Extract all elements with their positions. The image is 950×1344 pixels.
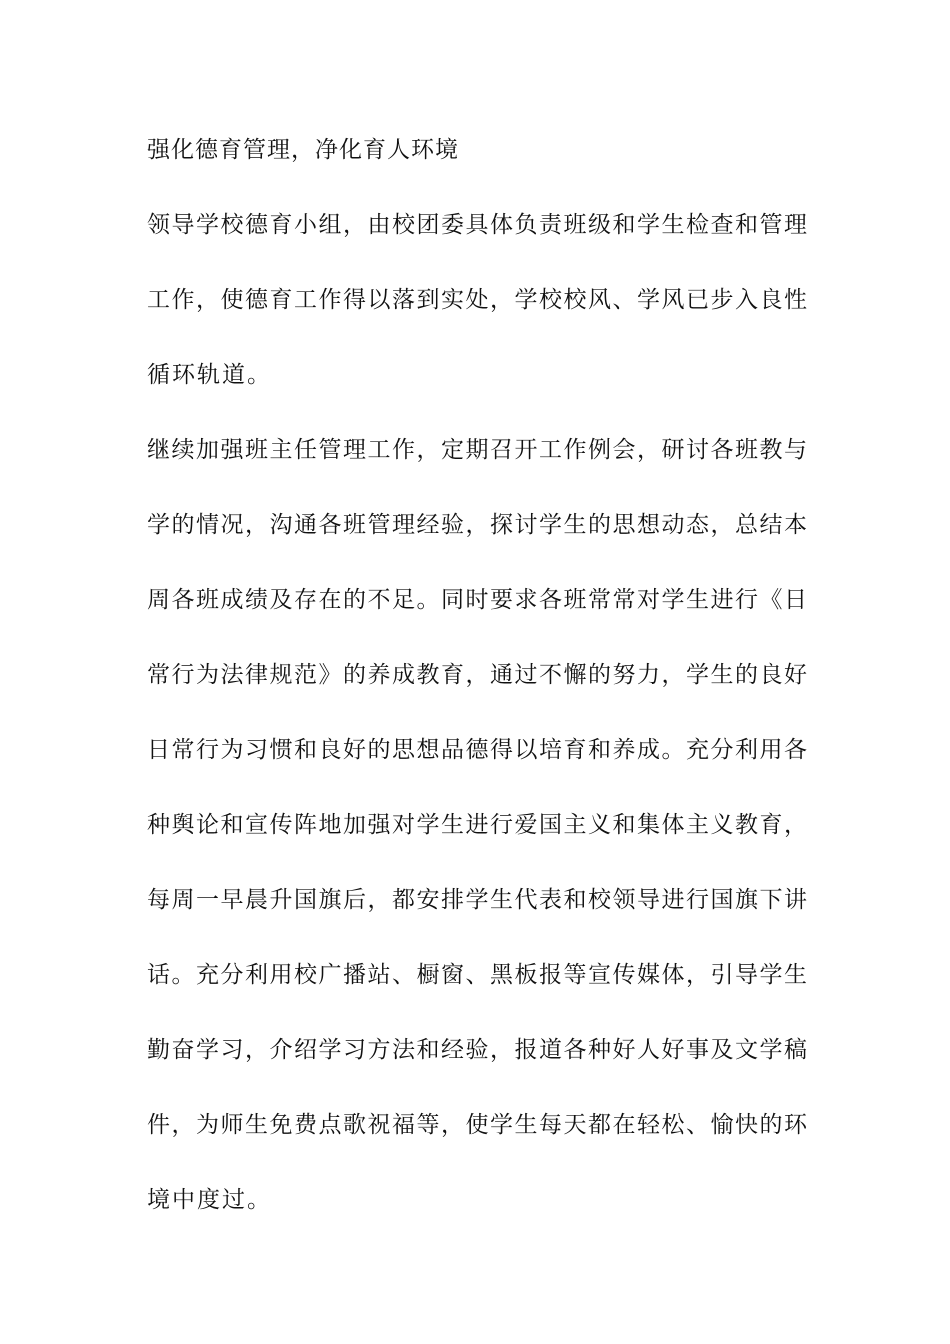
paragraph-line: 循环轨道。 xyxy=(147,362,272,388)
paragraph-line: 学的情况，沟通各班管理经验，探讨学生的思想动态，总结本 xyxy=(147,512,807,538)
paragraph-line: 领导学校德育小组，由校团委具体负责班级和学生检查和管理 xyxy=(147,212,807,238)
paragraph-line: 件，为师生免费点歌祝福等，使学生每天都在轻松、愉快的环 xyxy=(147,1112,807,1138)
paragraph-line: 勤奋学习，介绍学习方法和经验，报道各种好人好事及文学稿 xyxy=(147,1037,807,1063)
section-heading: 强化德育管理，净化育人环境 xyxy=(147,137,459,163)
paragraph-line: 每周一早晨升国旗后，都安排学生代表和校领导进行国旗下讲 xyxy=(147,887,807,913)
paragraph-line: 日常行为习惯和良好的思想品德得以培育和养成。充分利用各 xyxy=(147,737,807,763)
paragraph-line: 话。充分利用校广播站、橱窗、黑板报等宣传媒体，引导学生 xyxy=(147,962,807,988)
paragraph-line: 种舆论和宣传阵地加强对学生进行爱国主义和集体主义教育， xyxy=(147,812,807,838)
paragraph-line: 周各班成绩及存在的不足。同时要求各班常常对学生进行《日 xyxy=(147,587,807,613)
paragraph-line: 继续加强班主任管理工作，定期召开工作例会，研讨各班教与 xyxy=(147,437,807,463)
paragraph-line: 常行为法律规范》的养成教育，通过不懈的努力，学生的良好 xyxy=(147,662,807,688)
paragraph-line: 工作，使德育工作得以落到实处，学校校风、学风已步入良性 xyxy=(147,287,807,313)
paragraph-line: 境中度过。 xyxy=(147,1187,272,1213)
